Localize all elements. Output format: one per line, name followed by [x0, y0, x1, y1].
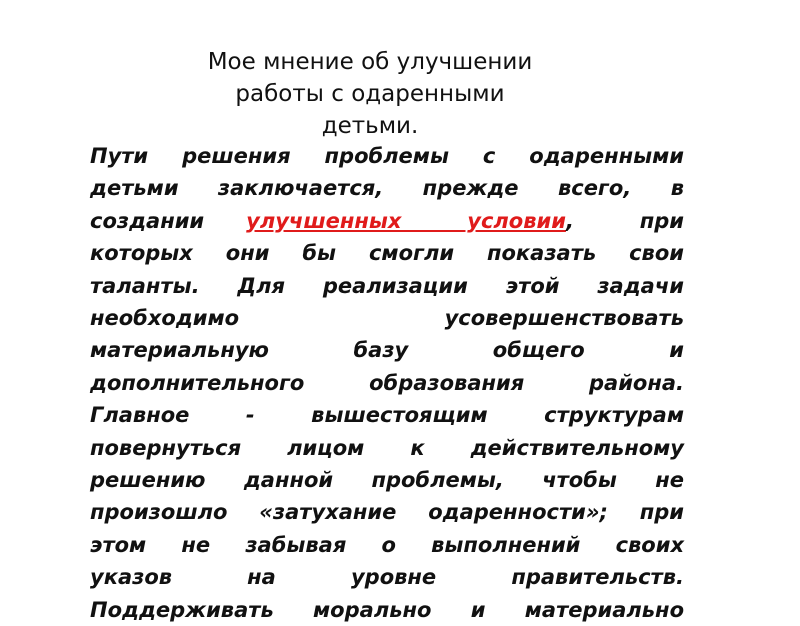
body-line: решению данной проблемы, чтобы не	[90, 468, 684, 493]
body-line: таланты. Для реализации этой задачи	[90, 273, 684, 298]
body-line	[90, 205, 684, 237]
body-line: дополнительного образования района.	[90, 370, 684, 395]
body-word: создании	[90, 208, 205, 233]
body-line: Главное - вышестоящим структурам	[90, 403, 684, 428]
title-line: детьми.	[321, 113, 419, 139]
highlighted-phrase: улучшенных условии	[246, 208, 566, 233]
body-line: повернуться лицом к действительному	[90, 435, 684, 460]
body-word: , при	[565, 208, 685, 233]
title-line: работы с одаренными	[235, 81, 505, 107]
body-line: которых они бы смогли показать свои	[90, 241, 684, 266]
body-line: детьми заключается, прежде всего, в	[90, 176, 684, 201]
body-line: указов на уровне правительств.	[90, 565, 684, 590]
body-line: необходимо усовершенствовать	[90, 306, 684, 331]
body-line: материальную базу общего и	[90, 338, 684, 363]
body-line: произошло «затухание одаренности»; при	[90, 500, 684, 525]
title-line: Мое мнение об улучшении	[207, 49, 533, 75]
body-line: этом не забывая о выполнений своих	[90, 532, 684, 557]
body-text	[90, 140, 684, 626]
body-line: Пути решения проблемы с одаренными	[90, 144, 684, 168]
slide-title	[150, 46, 590, 142]
body-line: Поддерживать морально и материально	[90, 597, 684, 622]
